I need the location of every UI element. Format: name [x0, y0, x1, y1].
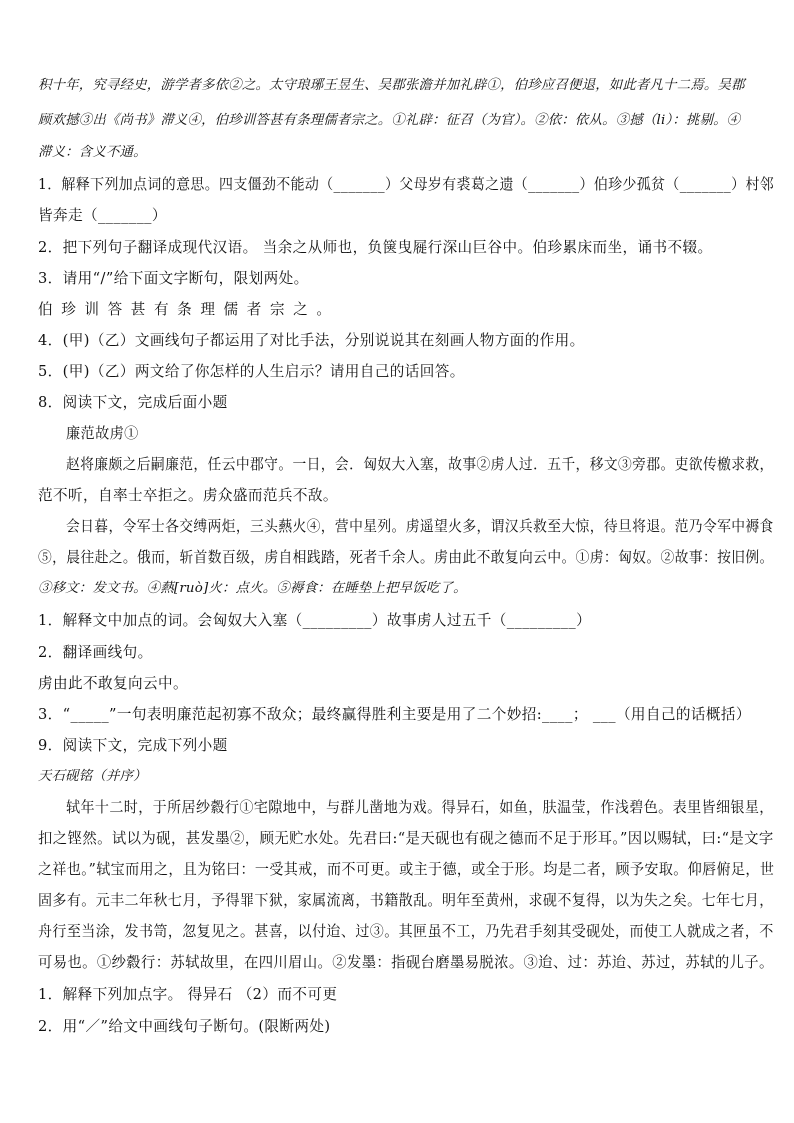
- text-line: 滞义：含义不通。: [38, 145, 147, 160]
- question-line: 2．把下列句子翻译成现代汉语。 当余之从师也，负箧曳屣行深山巨谷中。伯珍累床而坐，诵书不辍。: [38, 239, 713, 256]
- passage-line: 会日暮，令军士各交缚两炬，三头爇火④，营中星列。虏遥望火多，谓汉兵救至大惊，待旦将退。范乃令军中褥食: [66, 518, 774, 535]
- passage-line: 范不听，自率士卒拒之。虏众盛而范兵不敌。: [38, 487, 338, 504]
- text-line: 顾欢撼③出《尚书》滞义④，伯珍训答甚有条理儒者宗之。①礼辟：征召（为官）。②依：依从。③撼（li）：挑剔。④: [38, 113, 741, 128]
- text-line: 积十年，究寻经史，游学者多依②之。太守琅琊王昱生、吴郡张澹并加礼辟①，伯珍应召便退，如此者凡十二焉。吴郡: [38, 78, 745, 93]
- passage-line: 舟行至当涂，发书笥，忽复见之。甚喜，以付迨、过③。其匣虽不工，乃先君手刻其受砚处，而使工人就成之者，不: [38, 923, 774, 940]
- question-line: 1．解释文中加点的词。会匈奴大入塞（_________）故事虏人过五千（_________）: [38, 612, 592, 629]
- passage-title: 廉范故虏①: [66, 425, 139, 442]
- section-heading: 8．阅读下文，完成后面小题: [38, 394, 228, 411]
- passage-line: 固多有。元丰二年秋七月，予得罪下狱，家属流离，书籍散乱。明年至黄州，求砚不复得，以为失之矣。七年七月，: [38, 892, 774, 909]
- passage-title: 天石砚铭（并序）: [38, 769, 147, 784]
- question-line: 4．(甲)（乙）文画线句子都运用了对比手法，分别说说其在刻画人物方面的作用。: [38, 332, 585, 349]
- question-line: 1．解释下列加点词的意思。四支僵劲不能动（_______）父母岁有裘葛之遗（_______）伯珍少孤贫（_______）村邻: [38, 176, 775, 193]
- notes-line: ③移文：发文书。④爇[ruò]火：点火。⑤褥食：在睡垫上把早饭吃了。: [38, 581, 467, 596]
- question-line: 2．翻译画线句。: [38, 644, 153, 661]
- question-line: 1．解释下列加点字。 得异石 （2）而不可更: [38, 986, 338, 1003]
- passage-line: 之祥也。”轼宝而用之，且为铭曰：一受其戒，而不可更。或主于德，或全于形。均是二者，顾予安取。仰唇俯足，世: [38, 861, 775, 878]
- passage-line: 轼年十二时，于所居纱縠行①宅隙地中，与群儿凿地为戏。得异石，如鱼，肤温莹，作浅碧色。表里皆细银星，: [66, 799, 774, 816]
- question-line: 皆奔走（_______）: [38, 207, 167, 224]
- passage-line: 扣之铿然。试以为砚，甚发墨②，顾无贮水处。先君曰:“是天砚也有砚之德而不足于形耳。”因以赐轼，曰:“是文字: [38, 830, 774, 847]
- sentence-to-punctuate: 伯珍训答甚有条理儒者宗之。: [38, 301, 340, 318]
- question-line: 3．“_____”一句表明廉范起初寡不敌众；最终赢得胜利主要是用了二个妙招:____； ___（用自己的话概括）: [38, 706, 751, 723]
- question-line: 2．用“／”给文中画线句子断句。(限断两处): [38, 1018, 331, 1035]
- passage-line: ⑤，晨往赴之。俄而，斩首数百级，虏自相践踏，死者千余人。虏由此不敢复向云中。①虏：匈奴。②故事：按旧例。: [38, 549, 774, 566]
- passage-line: 赵将廉颇之后嗣廉范，任云中郡守。一日，会．匈奴大入塞，故事②虏人过．五千，移文③旁郡。吏欲传檄求救，: [66, 456, 774, 473]
- notes-line: 可易也。①纱縠行：苏轼故里，在四川眉山。②发墨：指砚台磨墨易脱浓。③迨、过：苏迨、苏过，苏轼的儿子。: [38, 954, 774, 971]
- answer-line: 虏由此不敢复向云中。: [38, 675, 188, 692]
- question-line: 3．请用“/”给下面文字断句，限划两处。: [38, 270, 309, 287]
- section-heading: 9．阅读下文，完成下列小题: [38, 737, 228, 754]
- question-line: 5．(甲)（乙）两文给了你怎样的人生启示？请用自己的话回答。: [38, 363, 465, 380]
